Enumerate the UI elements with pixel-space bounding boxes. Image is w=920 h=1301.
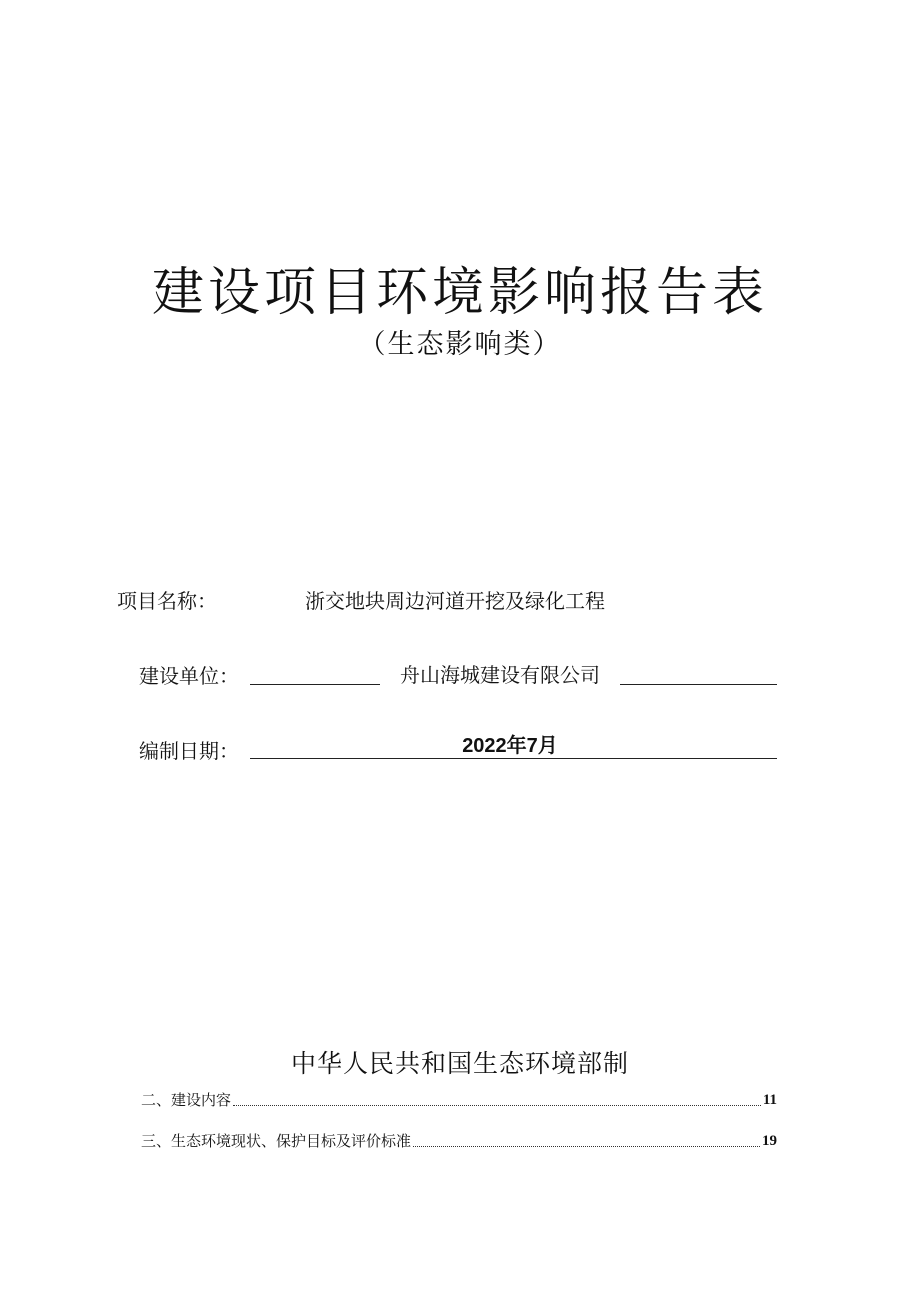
report-subtitle: （生态影响类） [358,329,562,360]
date-label: 编制日期： [139,739,239,763]
toc-entry[interactable] [141,1086,777,1110]
builder-value: 舟山海城建设有限公司 [380,661,620,689]
toc-entry-label: 三、生态环境现状、保护目标及评价标准 [141,1132,412,1150]
toc-leader-dots [233,1105,761,1106]
toc-entry-label: 二、建设内容 [141,1091,232,1109]
project-name-label: 项目名称： [117,589,217,613]
report-title: 建设项目环境影响报告表 [151,263,768,323]
toc-entry-page: 19 [762,1133,777,1149]
issuer-line: 中华人民共和国生态环境部制 [290,1049,629,1078]
builder-label: 建设单位： [139,664,239,688]
project-name-value: 浙交地块周边河道开挖及绿化工程 [305,589,605,613]
date-value: 2022年7月 [442,735,578,759]
toc-leader-dots [413,1146,760,1147]
toc-entry[interactable] [141,1127,777,1151]
toc-entry-page: 11 [762,1092,777,1108]
